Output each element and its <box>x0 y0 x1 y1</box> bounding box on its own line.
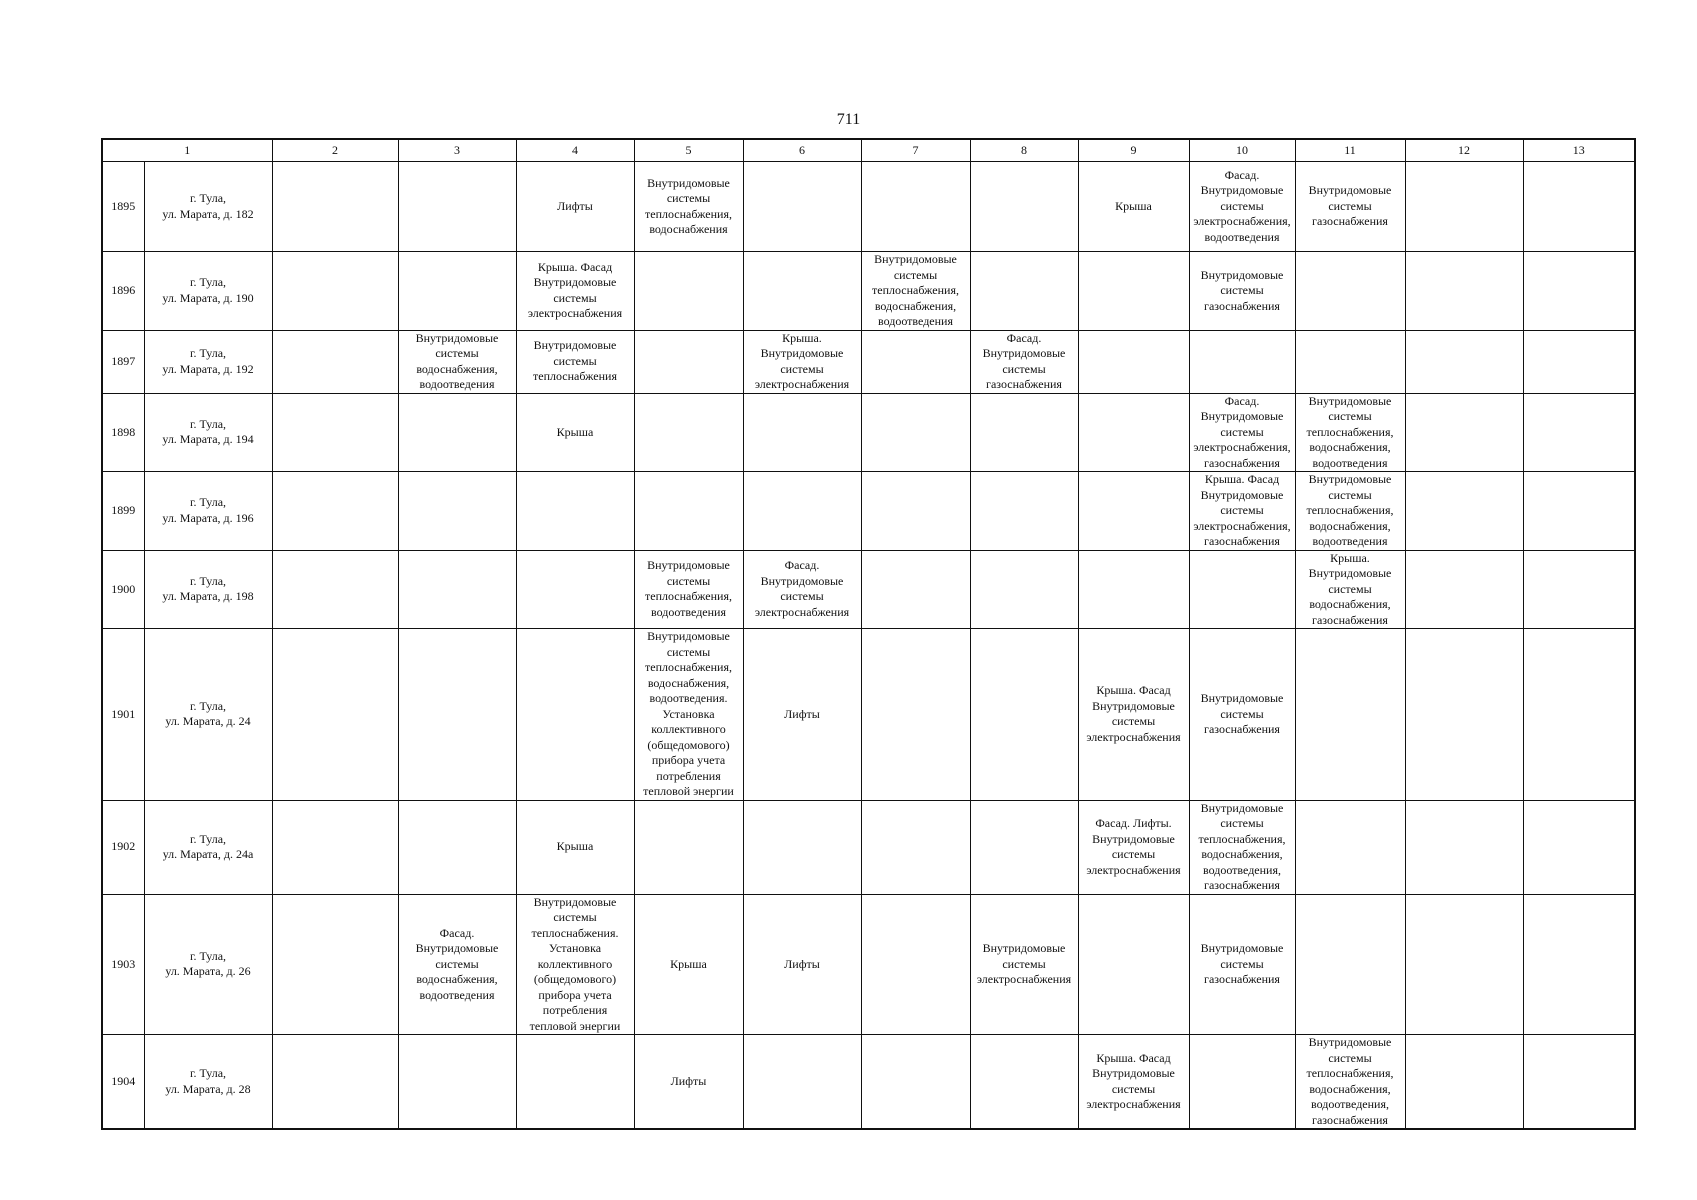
work-cell-col-3 <box>398 629 516 801</box>
address-cell <box>144 393 272 472</box>
address-cell <box>144 472 272 551</box>
work-cell-col-6: Лифты <box>743 894 861 1035</box>
work-cell-col-3: Внутридомовые системы водоснабжения, водоотведения <box>398 330 516 393</box>
work-cell-col-7 <box>861 550 970 629</box>
work-cell-col-2 <box>272 894 398 1035</box>
work-cell-col-3 <box>398 550 516 629</box>
column-header: 12 <box>1405 139 1523 162</box>
work-cell-col-4: Крыша <box>516 393 634 472</box>
work-cell-col-13 <box>1523 629 1635 801</box>
column-header: 7 <box>861 139 970 162</box>
work-cell-col-5 <box>634 330 743 393</box>
work-cell-col-9: Фасад. Лифты. Внутридомовые системы электроснабжения <box>1078 800 1189 894</box>
work-cell-col-2 <box>272 1035 398 1130</box>
work-cell-col-2 <box>272 472 398 551</box>
work-cell-col-11 <box>1295 894 1405 1035</box>
work-cell-col-11: Внутридомовые системы газоснабжения <box>1295 162 1405 252</box>
work-cell-col-6 <box>743 1035 861 1130</box>
row-number: 1901 <box>102 629 144 801</box>
work-cell-col-9: Крыша. Фасад Внутридомовые системы электроснабжения <box>1078 1035 1189 1130</box>
work-cell-col-12 <box>1405 629 1523 801</box>
work-cell-col-5 <box>634 252 743 331</box>
work-cell-col-6 <box>743 162 861 252</box>
work-cell-col-13 <box>1523 330 1635 393</box>
work-cell-col-4: Внутридомовые системы теплоснабжения. Установка коллективного (общедомового) прибора учета потребления тепловой энергии <box>516 894 634 1035</box>
work-cell-col-5: Крыша <box>634 894 743 1035</box>
column-header: 6 <box>743 139 861 162</box>
work-cell-col-10 <box>1189 1035 1295 1130</box>
address-city: г. Тула, <box>189 1066 227 1080</box>
work-cell-col-10: Фасад. Внутридомовые системы электроснабжения, водоотведения <box>1189 162 1295 252</box>
work-cell-col-12 <box>1405 1035 1523 1130</box>
work-cell-col-3 <box>398 252 516 331</box>
row-number: 1895 <box>102 162 144 252</box>
column-header: 8 <box>970 139 1078 162</box>
work-cell-col-6: Фасад. Внутридомовые системы электроснабжения <box>743 550 861 629</box>
table-row <box>102 472 1635 551</box>
address-cell <box>144 1035 272 1130</box>
row-number: 1897 <box>102 330 144 393</box>
work-cell-col-5: Внутридомовые системы теплоснабжения, водоснабжения, водоотведения. Установка коллективного (общедомового) прибора учета потребления тепловой энергии <box>634 629 743 801</box>
table-row <box>102 894 1635 1035</box>
address-city: г. Тула, <box>189 495 227 510</box>
work-cell-col-8 <box>970 550 1078 629</box>
address-city: г. Тула, <box>189 275 227 290</box>
work-cell-col-2 <box>272 393 398 472</box>
work-cell-col-13 <box>1523 252 1635 331</box>
work-cell-col-9 <box>1078 330 1189 393</box>
work-cell-col-6 <box>743 393 861 472</box>
work-cell-col-9: Крыша. Фасад Внутридомовые системы электроснабжения <box>1078 629 1189 801</box>
work-cell-col-7 <box>861 393 970 472</box>
address-street: ул. Марата, д. 26 <box>165 964 251 979</box>
work-cell-col-12 <box>1405 393 1523 472</box>
work-cell-col-6 <box>743 472 861 551</box>
work-cell-col-11 <box>1295 629 1405 801</box>
work-cell-col-2 <box>272 800 398 894</box>
work-cell-col-5: Внутридомовые системы теплоснабжения, водоотведения <box>634 550 743 629</box>
row-number: 1896 <box>102 252 144 331</box>
work-cell-col-7 <box>861 629 970 801</box>
work-cell-col-4: Крыша. Фасад Внутридомовые системы электроснабжения <box>516 252 634 331</box>
address-street: ул. Марата, д. 24 <box>165 714 251 729</box>
work-cell-col-10: Фасад. Внутридомовые системы электроснабжения, газоснабжения <box>1189 393 1295 472</box>
address-cell <box>144 894 272 1035</box>
work-cell-col-12 <box>1405 894 1523 1035</box>
work-cell-col-8 <box>970 472 1078 551</box>
work-cell-col-8: Внутридомовые системы электроснабжения <box>970 894 1078 1035</box>
work-cell-col-10: Внутридомовые системы газоснабжения <box>1189 629 1295 801</box>
column-header: 2 <box>272 139 398 162</box>
work-cell-col-12 <box>1405 162 1523 252</box>
work-cell-col-4 <box>516 550 634 629</box>
table-row <box>102 330 1635 393</box>
work-cell-col-9 <box>1078 252 1189 331</box>
work-cell-col-7 <box>861 472 970 551</box>
work-cell-col-10: Крыша. Фасад Внутридомовые системы электроснабжения, газоснабжения <box>1189 472 1295 551</box>
address-city: г. Тула, <box>189 191 227 205</box>
row-number: 1903 <box>102 894 144 1035</box>
address-city: г. Тула, <box>189 573 227 588</box>
work-cell-col-8 <box>970 1035 1078 1130</box>
work-cell-col-10 <box>1189 330 1295 393</box>
address-street: ул. Марата, д. 190 <box>162 290 254 305</box>
work-cell-col-13 <box>1523 1035 1635 1130</box>
work-cell-col-11: Внутридомовые системы теплоснабжения, водоснабжения, водоотведения, газоснабжения <box>1295 1035 1405 1130</box>
address-street: ул. Марата, д. 194 <box>162 432 254 447</box>
work-cell-col-3 <box>398 162 516 252</box>
work-cell-col-10 <box>1189 550 1295 629</box>
work-cell-col-7 <box>861 330 970 393</box>
work-cell-col-10: Внутридомовые системы теплоснабжения, водоснабжения, водоотведения, газоснабжения <box>1189 800 1295 894</box>
work-cell-col-10: Внутридомовые системы газоснабжения <box>1189 894 1295 1035</box>
work-cell-col-6: Крыша. Внутридомовые системы электроснабжения <box>743 330 861 393</box>
work-cell-col-8 <box>970 800 1078 894</box>
work-cell-col-6 <box>743 800 861 894</box>
work-cell-col-11 <box>1295 330 1405 393</box>
work-cell-col-2 <box>272 162 398 252</box>
work-cell-col-3 <box>398 1035 516 1130</box>
table-row <box>102 162 1635 252</box>
work-cell-col-9 <box>1078 894 1189 1035</box>
work-cell-col-4: Лифты <box>516 162 634 252</box>
work-cell-col-5 <box>634 800 743 894</box>
work-cell-col-12 <box>1405 472 1523 551</box>
row-number: 1898 <box>102 393 144 472</box>
work-cell-col-9 <box>1078 550 1189 629</box>
column-header: 4 <box>516 139 634 162</box>
address-cell <box>144 800 272 894</box>
work-cell-col-5 <box>634 393 743 472</box>
work-cell-col-13 <box>1523 472 1635 551</box>
address-cell <box>144 162 272 252</box>
work-cell-col-13 <box>1523 894 1635 1035</box>
work-cell-col-4: Внутридомовые системы теплоснабжения <box>516 330 634 393</box>
work-cell-col-12 <box>1405 550 1523 629</box>
work-cell-col-3: Фасад. Внутридомовые системы водоснабжения, водоотведения <box>398 894 516 1035</box>
row-number: 1899 <box>102 472 144 551</box>
work-cell-col-2 <box>272 330 398 393</box>
work-cell-col-11: Внутридомовые системы теплоснабжения, водоснабжения, водоотведения <box>1295 393 1405 472</box>
table-body <box>102 162 1635 1130</box>
work-cell-col-7 <box>861 162 970 252</box>
address-street: ул. Марата, д. 28 <box>165 1081 251 1096</box>
column-header: 9 <box>1078 139 1189 162</box>
column-header: 3 <box>398 139 516 162</box>
work-cell-col-8 <box>970 162 1078 252</box>
work-cell-col-3 <box>398 800 516 894</box>
row-number: 1902 <box>102 800 144 894</box>
address-cell <box>144 629 272 801</box>
column-header: 10 <box>1189 139 1295 162</box>
work-cell-col-9 <box>1078 393 1189 472</box>
work-cell-col-4 <box>516 472 634 551</box>
work-cell-col-5 <box>634 472 743 551</box>
table-row <box>102 252 1635 331</box>
work-cell-col-6: Лифты <box>743 629 861 801</box>
work-cell-col-7 <box>861 800 970 894</box>
work-cell-col-13 <box>1523 162 1635 252</box>
column-header: 11 <box>1295 139 1405 162</box>
work-cell-col-13 <box>1523 393 1635 472</box>
work-cell-col-11 <box>1295 252 1405 331</box>
work-cell-col-12 <box>1405 800 1523 894</box>
work-cell-col-12 <box>1405 330 1523 393</box>
table-row <box>102 1035 1635 1130</box>
work-cell-col-9: Крыша <box>1078 162 1189 252</box>
repair-schedule-table <box>101 138 1636 1130</box>
address-city: г. Тула, <box>189 948 227 963</box>
work-cell-col-8 <box>970 393 1078 472</box>
work-cell-col-11: Крыша. Внутридомовые системы водоснабжения, газоснабжения <box>1295 550 1405 629</box>
work-cell-col-8 <box>970 629 1078 801</box>
address-city: г. Тула, <box>189 698 227 713</box>
table-row <box>102 550 1635 629</box>
work-cell-col-12 <box>1405 252 1523 331</box>
page-number: 711 <box>836 111 861 128</box>
work-cell-col-2 <box>272 629 398 801</box>
work-cell-col-7 <box>861 894 970 1035</box>
work-cell-col-4 <box>516 1035 634 1130</box>
address-cell <box>144 330 272 393</box>
address-street: ул. Марата, д. 192 <box>162 361 254 376</box>
table-row <box>102 800 1635 894</box>
work-cell-col-8 <box>970 252 1078 331</box>
address-cell <box>144 252 272 331</box>
work-cell-col-4 <box>516 629 634 801</box>
work-cell-col-6 <box>743 252 861 331</box>
work-cell-col-4: Крыша <box>516 800 634 894</box>
column-header: 5 <box>634 139 743 162</box>
address-street: ул. Марата, д. 196 <box>162 510 254 525</box>
row-number: 1904 <box>102 1035 144 1130</box>
table-header <box>102 139 1635 162</box>
address-street: ул. Марата, д. 24а <box>162 847 254 861</box>
work-cell-col-11 <box>1295 800 1405 894</box>
address-cell <box>144 550 272 629</box>
work-cell-col-3 <box>398 393 516 472</box>
work-cell-col-3 <box>398 472 516 551</box>
work-cell-col-5: Лифты <box>634 1035 743 1130</box>
address-city: г. Тула, <box>189 346 227 360</box>
column-header: 1 <box>102 139 272 162</box>
work-cell-col-9 <box>1078 472 1189 551</box>
table-row <box>102 393 1635 472</box>
address-street: ул. Марата, д. 182 <box>162 206 254 221</box>
column-header: 13 <box>1523 139 1635 162</box>
work-cell-col-8: Фасад. Внутридомовые системы газоснабжения <box>970 330 1078 393</box>
work-cell-col-13 <box>1523 800 1635 894</box>
work-cell-col-2 <box>272 252 398 331</box>
work-cell-col-13 <box>1523 550 1635 629</box>
address-city: г. Тула, <box>189 831 227 846</box>
work-cell-col-7: Внутридомовые системы теплоснабжения, водоснабжения, водоотведения <box>861 252 970 331</box>
work-cell-col-10: Внутридомовые системы газоснабжения <box>1189 252 1295 331</box>
work-cell-col-2 <box>272 550 398 629</box>
table-row <box>102 629 1635 801</box>
work-cell-col-7 <box>861 1035 970 1130</box>
work-cell-col-11: Внутридомовые системы теплоснабжения, водоснабжения, водоотведения <box>1295 472 1405 551</box>
address-street: ул. Марата, д. 198 <box>162 589 254 604</box>
address-city: г. Тула, <box>189 416 227 431</box>
work-cell-col-5: Внутридомовые системы теплоснабжения, водоснабжения <box>634 162 743 252</box>
row-number: 1900 <box>102 550 144 629</box>
